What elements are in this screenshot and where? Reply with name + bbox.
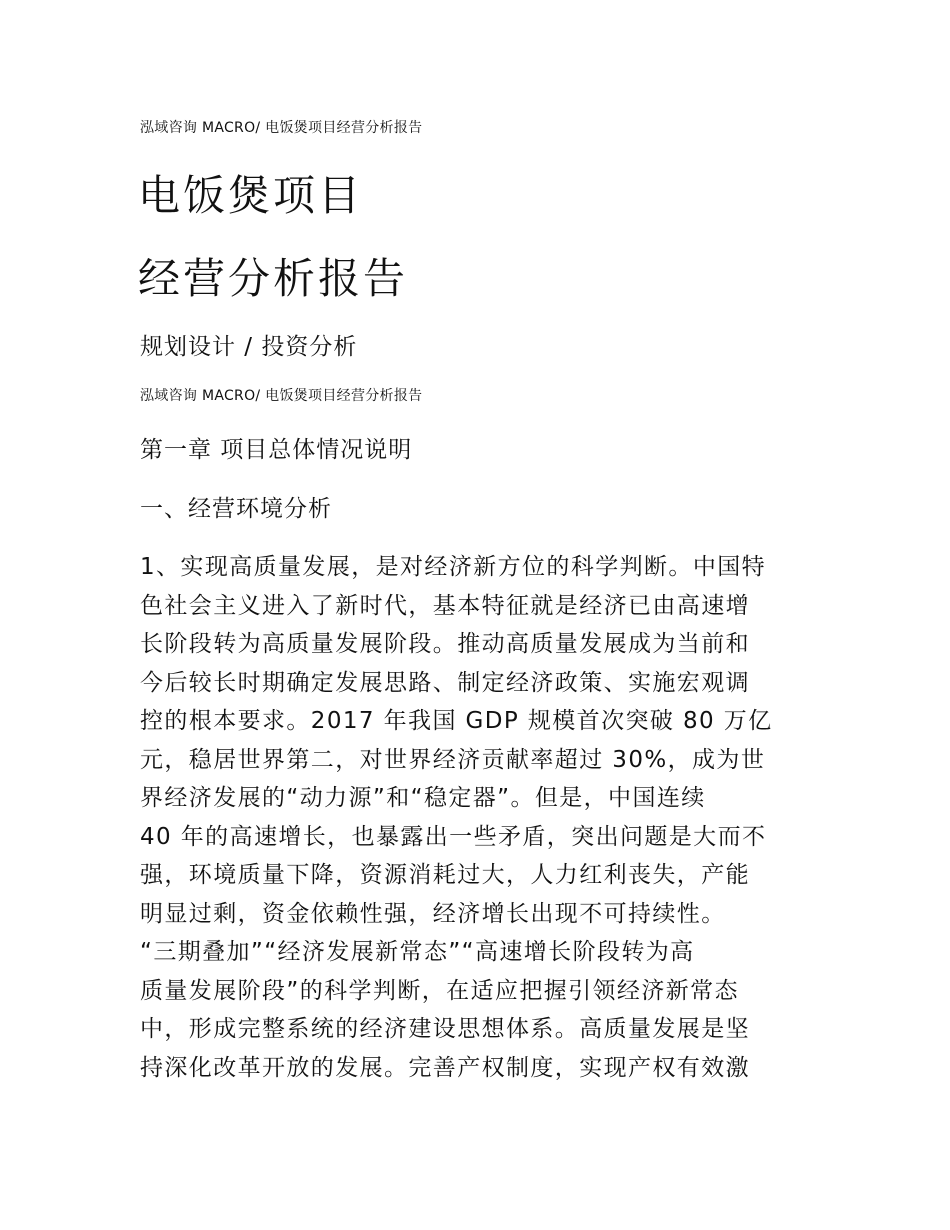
report-title-line-2: 经营分析报告	[138, 254, 409, 303]
paragraph-line: 质量发展阶段”的科学判断，在适应把握引领经济新常态	[140, 977, 739, 1004]
paragraph-line: 40 年的高速增长，也暴露出一些矛盾，突出问题是大而不	[140, 823, 767, 850]
paragraph-line: 持深化改革开放的发展。完善产权制度，实现产权有效激	[140, 1054, 750, 1081]
report-title-line-1: 电饭煲项目	[138, 171, 364, 220]
paragraph-line: 色社会主义进入了新时代，基本特征就是经济已由高速增	[140, 592, 750, 619]
paragraph-line: 长阶段转为高质量发展阶段。推动高质量发展成为当前和	[140, 631, 750, 657]
paragraph-line: 明显过剩，资金依赖性强，经济增长出现不可持续性。	[140, 900, 726, 927]
paragraph-line: 元，稳居世界第二，对世界经济贡献率超过 30%，成为世	[140, 746, 766, 773]
running-header: 泓域咨询 MACRO/ 电饭煲项目经营分析报告	[140, 120, 423, 136]
paragraph-line: “三期叠加”“经济发展新常态”“高速增长阶段转为高	[140, 939, 695, 965]
report-subtitle: 规划设计 / 投资分析	[140, 334, 358, 360]
page-running-header: 泓域咨询 MACRO/ 电饭煲项目经营分析报告	[140, 388, 423, 404]
paragraph-line: 1、实现高质量发展，是对经济新方位的科学判断。中国特	[140, 554, 767, 580]
paragraph-line: 界经济发展的“动力源”和“稳定器”。但是，中国连续	[140, 785, 706, 811]
paragraph-line: 强，环境质量下降，资源消耗过大，人力红利丧失，产能	[140, 862, 750, 888]
chapter-title: 第一章 项目总体情况说明	[140, 437, 413, 463]
section-title: 一、经营环境分析	[140, 496, 332, 522]
paragraph-line: 控的根本要求。2017 年我国 GDP 规模首次突破 80 万亿	[140, 708, 773, 734]
paragraph-line: 今后较长时期确定发展思路、制定经济政策、实施宏观调	[140, 669, 750, 696]
paragraph-line: 中，形成完整系统的经济建设思想体系。高质量发展是坚	[140, 1016, 750, 1042]
body-paragraph	[140, 548, 810, 1087]
